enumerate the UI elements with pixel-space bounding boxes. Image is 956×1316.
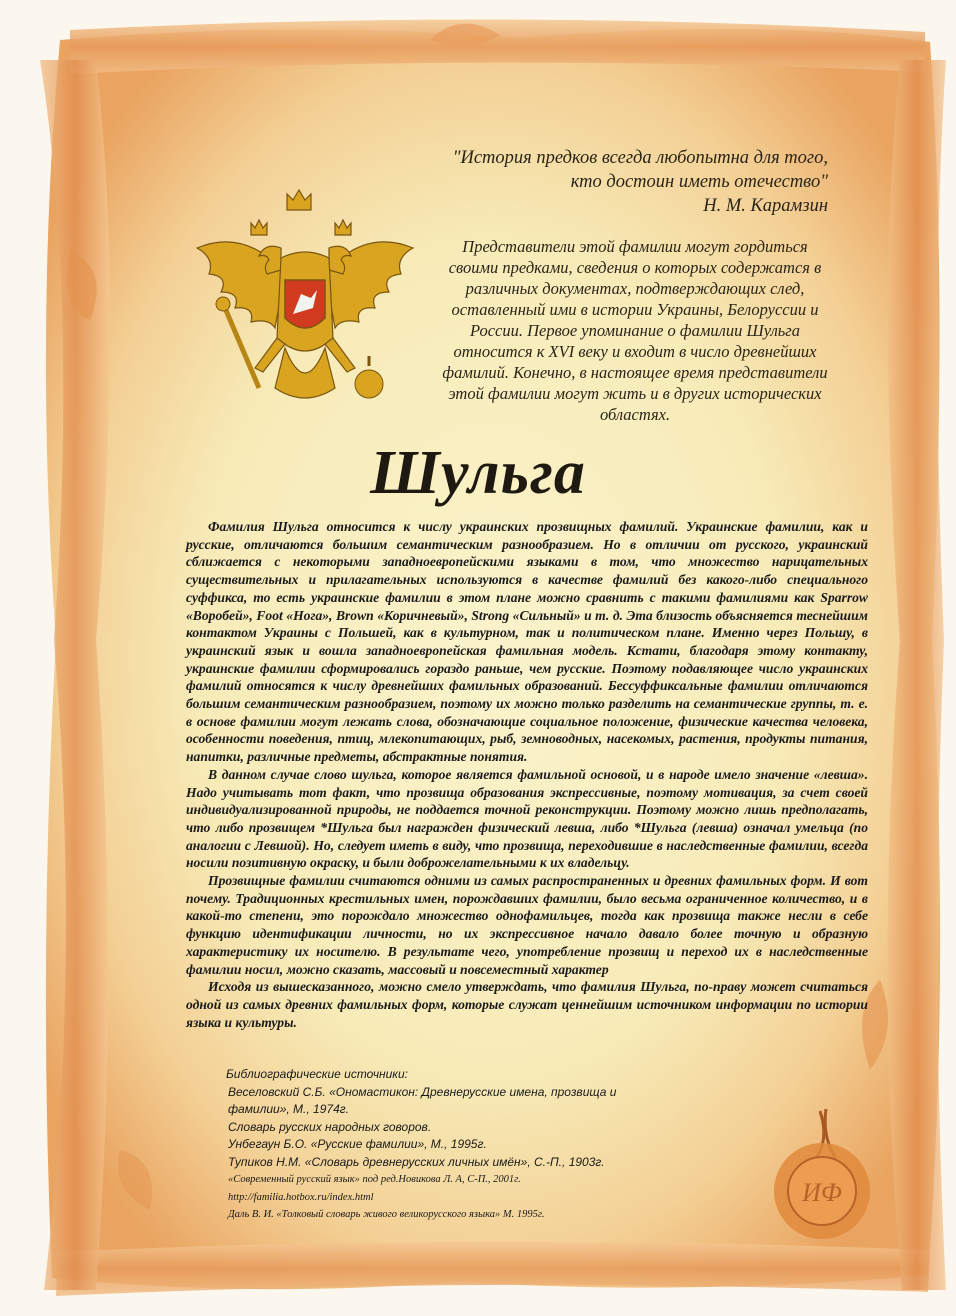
history-paragraph-2: В данном случае слово шульга, которое является фамильной основой, и в народе имело значение «левша». Надо учитывать тот факт, что прозвища образования экспрессивные, поэтому мотивация, за счет своей индивидуализированной природы, не поддается точной реконструкции. Поэтому можно лишь предполагать, что либо прозвищем *Шульга был награжден физический левша, либо *Шульга (левша) означал умельца (по аналогии с Левшой). Но, следует иметь в виду, что прозвища, переходившие в наследственные фамилии, всегда носили позитивную окраску, и были доброжелательными к их владельцу. bbox=[186, 766, 868, 871]
bibliography-item: фамилии», М., 1974г. bbox=[228, 1102, 350, 1116]
bibliography-link: http://familia.hotbox.ru/index.html bbox=[228, 1191, 374, 1203]
intro-paragraph: Представители этой фамилии могут гордиться своими предками, сведения о которых содержатся в различных документах, подтверждающих след, оставленный ими в истории Украины, Белоруссии и России. Первое упоминание о фамилии Шульга относится к XVI веку и входит в число древнейших фамилий. Конечно, в настоящее время представители этой фамилии могут жить и в других исторических областях. bbox=[442, 237, 828, 424]
svg-text:ИФ: ИФ bbox=[802, 1178, 842, 1207]
bibliography bbox=[228, 1066, 748, 1224]
bibliography-item: Даль В. И. «Толковый словарь живого великорусского языка» М. 1995г. bbox=[228, 1209, 545, 1220]
surname-title: Шульга bbox=[370, 439, 586, 507]
history-paragraph-3: Прозвищные фамилии считаются одними из самых распространенных и древних фамильных форм. И вот почему. Традиционных крестильных имен, порождавших фамилии, было весьма ограниченное количество, и в какой-то степени, это порождало множество однофамильцев, тогда как прозвища также несли в себе функцию идентификации личности, но их экспрессивное начало давало более точную и образную характеристику их носителю. В результате чего, употребление прозвищ и переход их в наследственные фамилии носил, можно сказать, массовый и повсеместный характер bbox=[186, 873, 868, 977]
surname-history-text bbox=[186, 518, 868, 1031]
quote-author: Н. М. Карамзин bbox=[703, 196, 828, 216]
double-headed-eagle-emblem bbox=[185, 188, 425, 428]
quote-line-1: "История предков всегда любопытна для того, bbox=[452, 148, 828, 168]
quote-line-2: кто достоин иметь отечество" bbox=[570, 172, 828, 192]
bibliography-item: «Современный русский язык» под ред.Новикова Л. А, С-П., 2001г. bbox=[228, 1174, 521, 1185]
bibliography-item: Тупиков Н.М. «Словарь древнерусских личных имён», С.-П., 1903г. bbox=[228, 1154, 605, 1169]
bibliography-heading: Библиографические источники: bbox=[226, 1067, 408, 1081]
bibliography-item: Унбегаун Б.О. «Русские фамилии», М., 1995г. bbox=[228, 1137, 487, 1151]
wax-seal-icon bbox=[760, 1105, 890, 1245]
bibliography-item: Веселовский С.Б. «Ономастикон: Древнерусские имена, прозвища и bbox=[228, 1084, 617, 1099]
history-paragraph-1: Фамилия Шульга относится к числу украинских прозвищных фамилий. Украинские фамилии, как и русские, отличаются большим семантическим разнообразием. Но в отличии от русского, украинский сближается с некоторыми западноевропейскими языками в том, что множество нарицательных существительных и прилагательных используются в качестве фамилий без какого-либо специального суффикса, то есть украинские фамилии в этом плане можно сравнить с такими фамилиями как Sparrow «Воробей», Foot «Нога», Brown «Коричневый», Strong «Сильный» и т. д. Эта близость объясняется теснейшим контактом Украины с Польшей, как в культурном, так и политическом плане. Именно через Польшу, в украинский язык и вошла западноевропейская фамильная модель. Кстати, благодаря этому контакту, украинские фамилии сформировались гораздо раньше, чем русские. Поэтому подавляющее число украинских фамилий относятся к числу древнейших фамильных образований. Бессуффиксальные фамилии отличаются большим семантическим разнообразием, поэтому их можно только разделить на семантические группы, т. е. в основе фамилии могут лежать слова, обозначающие социальное положение, физические качества человека, особенности поведения, птиц, млекопитающих, рыб, земноводных, насекомых, растения, продукты питания, напитки, различные предметы, абстрактные понятия. bbox=[186, 519, 868, 765]
history-paragraph-4: Исходя из вышесказанного, можно смело утверждать, что фамилия Шульга, по-праву может считаться одной из самых древних фамильных форм, которые служат ценнейшим источником информации по истории языка и культуры. bbox=[186, 979, 868, 1030]
epigraph-quote bbox=[368, 146, 828, 218]
bibliography-item: Словарь русских народных говоров. bbox=[228, 1119, 432, 1134]
